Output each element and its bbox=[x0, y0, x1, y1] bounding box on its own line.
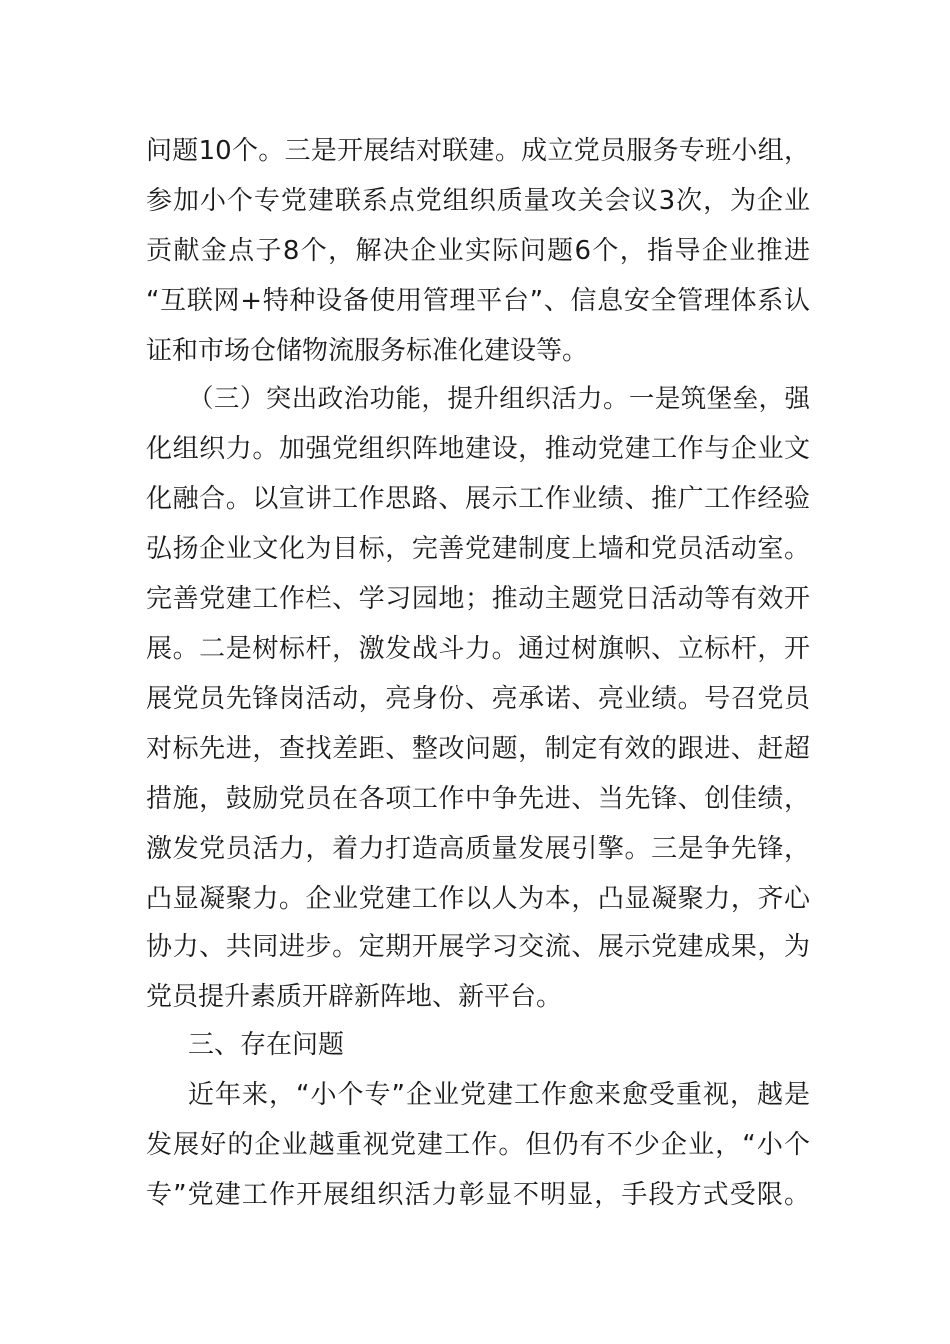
text-line-5: 证和市场仓储物流服务标准化建设等。 bbox=[146, 336, 589, 366]
text-line-18: 党员提升素质开辟新阵地、新平台。 bbox=[146, 982, 563, 1012]
text-line-21: 发展好的企业越重视党建工作。但仍有不少企业，“小个 bbox=[146, 1130, 810, 1160]
text-line-6: （三）突出政治功能，提升组织活力。一是筑堡垒，强 bbox=[188, 384, 810, 414]
text-line-17: 协力、共同进步。定期开展学习交流、展示党建成果，为 bbox=[146, 932, 810, 962]
text-line-22: 专”党建工作开展组织活力彰显不明显，手段方式受限。 bbox=[146, 1180, 810, 1210]
text-line-8: 化融合。以宣讲工作思路、展示工作业绩、推广工作经验 bbox=[146, 484, 810, 514]
text-line-14: 措施，鼓励党员在各项工作中争先进、当先锋、创佳绩， bbox=[146, 784, 810, 814]
text-line-7: 化组织力。加强党组织阵地建设，推动党建工作与企业文 bbox=[146, 434, 810, 464]
text-line-12: 展党员先锋岗活动，亮身份、亮承诺、亮业绩。号召党员 bbox=[146, 684, 810, 714]
text-line-15: 激发党员活力，着力打造高质量发展引擎。三是争先锋， bbox=[146, 834, 810, 864]
text-line-2: 参加小个专党建联系点党组织质量攻关会议3次，为企业 bbox=[146, 186, 810, 216]
text-line-13: 对标先进，查找差距、整改问题，制定有效的跟进、赶超 bbox=[146, 734, 810, 764]
text-line-11: 展。二是树标杆，激发战斗力。通过树旗帜、立标杆，开 bbox=[146, 634, 810, 664]
text-line-9: 弘扬企业文化为目标，完善党建制度上墙和党员活动室。 bbox=[146, 534, 810, 564]
text-line-20: 近年来，“小个专”企业党建工作愈来愈受重视，越是 bbox=[188, 1080, 810, 1110]
text-line-3: 贡献金点子8个，解决企业实际问题6个，指导企业推进 bbox=[146, 236, 810, 266]
text-line-10: 完善党建工作栏、学习园地；推动主题党日活动等有效开 bbox=[146, 584, 810, 614]
section-heading: 三、存在问题 bbox=[188, 1030, 345, 1060]
text-line-4: “互联网+特种设备使用管理平台”、信息安全管理体系认 bbox=[146, 286, 810, 316]
text-line-1: 问题10个。三是开展结对联建。成立党员服务专班小组， bbox=[146, 136, 810, 166]
text-line-16: 凸显凝聚力。企业党建工作以人为本，凸显凝聚力，齐心 bbox=[146, 884, 810, 914]
